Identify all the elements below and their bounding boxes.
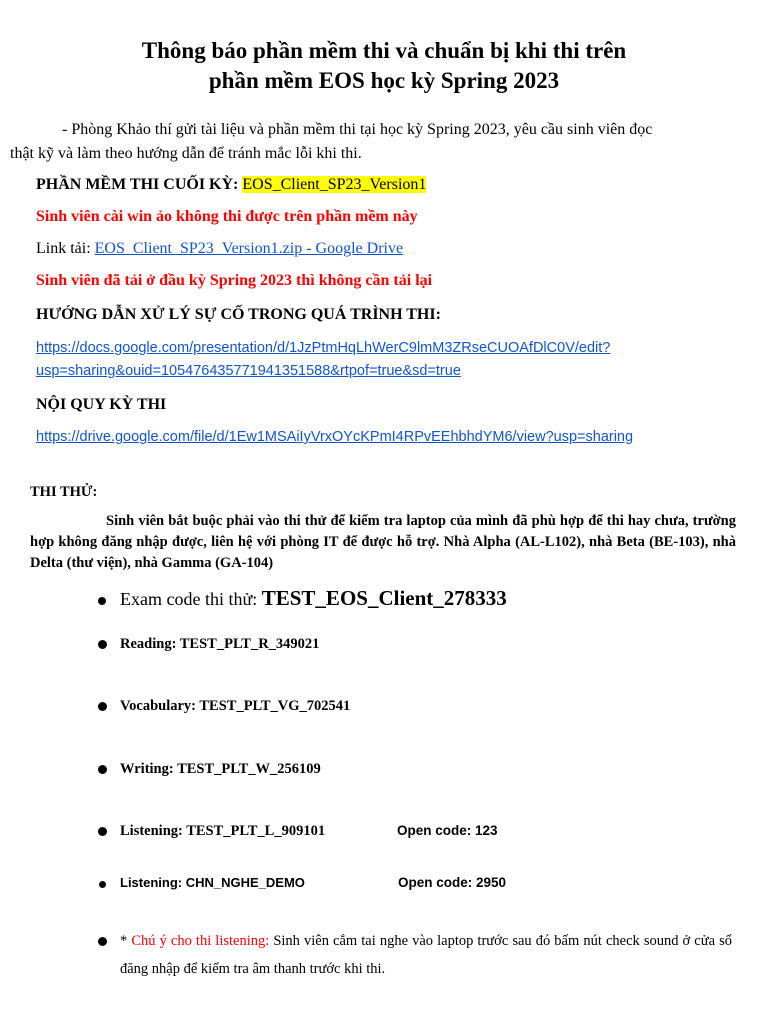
intro-paragraph bbox=[10, 118, 736, 166]
note-text: Sinh viên cắm tai nghe vào laptop trước sau đó bấm nút check sound ở cửa sổ đăng nhập để kiểm tra âm thanh trước khi thi. bbox=[120, 933, 732, 977]
incident-heading: HƯỚNG DẪN XỬ LÝ SỰ CỐ TRONG QUÁ TRÌNH THI: bbox=[36, 306, 441, 323]
incident-link-line-2[interactable]: usp=sharing&ouid=105476435771941351588&rtpof=true&sd=true bbox=[36, 363, 461, 379]
reading-code: Reading: TEST_PLT_R_349021 bbox=[120, 636, 320, 652]
listening-open-code-1: Open code: 123 bbox=[397, 823, 498, 838]
intro-line-1: - Phòng Khảo thí gửi tài liệu và phần mềm thi tại học kỳ Spring 2023, yêu cầu sinh viên đọc bbox=[62, 121, 653, 138]
trial-heading: THI THỬ: bbox=[30, 484, 98, 500]
exam-code-label: Exam code thi thử: bbox=[120, 589, 262, 609]
vocabulary-code: Vocabulary: TEST_PLT_VG_702541 bbox=[120, 698, 351, 714]
bullet-listening-note bbox=[98, 937, 107, 946]
bullet-listening-2 bbox=[99, 881, 106, 888]
rules-heading: NỘI QUY KỲ THI bbox=[36, 396, 167, 413]
listening-code-1: Listening: TEST_PLT_L_909101 bbox=[120, 823, 326, 839]
note-label: Chú ý cho thi listening: bbox=[131, 933, 270, 949]
software-name: EOS_Client_SP23_Version1 bbox=[242, 176, 427, 193]
bullet-writing bbox=[98, 765, 107, 774]
listening-code-2: Listening: CHN_NGHE_DEMO bbox=[120, 875, 305, 890]
note-star: * bbox=[120, 933, 132, 949]
exam-code-value: TEST_EOS_Client_278333 bbox=[261, 586, 507, 610]
listening-note bbox=[120, 927, 732, 983]
rules-link[interactable]: https://drive.google.com/file/d/1Ew1MSAiIyVrxOYcKPmI4RPvEEhbhdYM6/view?usp=sharing bbox=[36, 429, 634, 445]
already-downloaded-note: Sinh viên đã tải ở đầu kỳ Spring 2023 thì không cần tải lại bbox=[36, 272, 433, 289]
exam-code-line bbox=[120, 586, 507, 611]
download-label: Link tải: bbox=[36, 240, 95, 257]
bullet-exam-code bbox=[98, 597, 106, 605]
download-line bbox=[36, 240, 403, 258]
vm-warning: Sinh viên cài win ảo không thi được trên phần mềm này bbox=[36, 208, 418, 225]
bullet-listening-1 bbox=[98, 827, 107, 836]
bullet-vocabulary bbox=[98, 702, 107, 711]
intro-line-2: thật kỹ và làm theo hướng dẫn để tránh mắc lỗi khi thi. bbox=[10, 145, 362, 162]
software-label: PHẦN MỀM THI CUỐI KỲ: bbox=[36, 176, 243, 193]
incident-link-line-1[interactable]: https://docs.google.com/presentation/d/1JzPtmHqLhWerC9lmM3ZRseCUOAfDlC0V/edit? bbox=[36, 340, 611, 356]
download-link[interactable]: EOS_Client_SP23_Version1.zip - Google Drive bbox=[94, 240, 404, 257]
bullet-reading bbox=[98, 640, 107, 649]
software-line bbox=[36, 176, 426, 194]
document-title-line-1: Thông báo phần mềm thi và chuẩn bị khi thi trên bbox=[141, 38, 627, 63]
trial-paragraph: Sinh viên bắt buộc phải vào thi thử để kiểm tra laptop của mình đã phù hợp để thi hay chưa, trường hợp không đăng nhập được, liên hệ với phòng IT để được hỗ trợ. Nhà Alpha (AL-L102), nhà Beta (BE-103), nhà Delta (thư viện), nhà Gamma (GA-104) bbox=[30, 513, 736, 571]
listening-open-code-2: Open code: 2950 bbox=[398, 875, 507, 890]
writing-code: Writing: TEST_PLT_W_256109 bbox=[120, 761, 321, 777]
document-title-line-2: phần mềm EOS học kỳ Spring 2023 bbox=[208, 68, 560, 93]
